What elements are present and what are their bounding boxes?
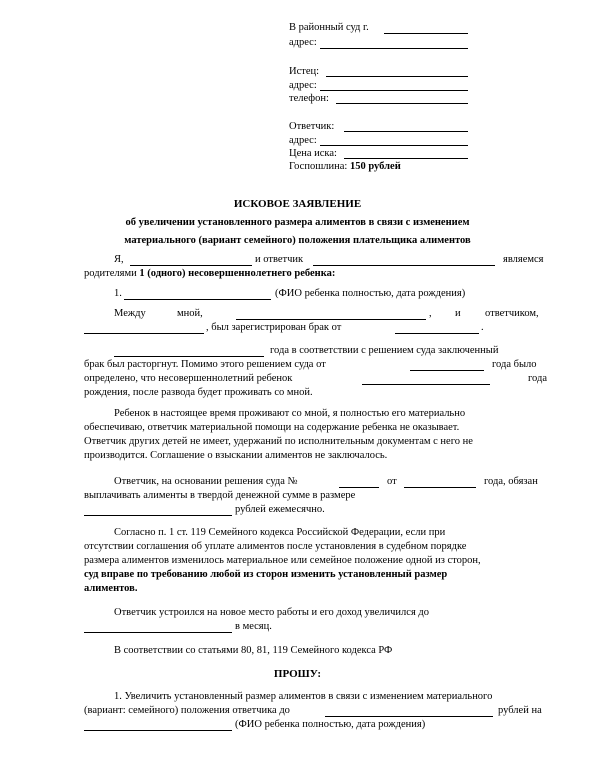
p4-line4: производится. Соглашение о взыскании алиментов не заключалось. (84, 450, 388, 461)
p2-and: и (455, 308, 461, 319)
child-item-line (124, 299, 271, 300)
court-address-label: адрес: (289, 37, 317, 48)
p5-number-line (339, 487, 379, 488)
p5-line3: рублей ежемесячно. (235, 504, 325, 515)
state-fee-value: 150 рублей (349, 161, 401, 172)
request1-line1: 1. Увеличить установленный размер алиментов в связи с изменением материального (114, 691, 493, 702)
p3-line1: года в соответствии с решением суда заключенный (270, 345, 499, 356)
p2-me: мной, (177, 308, 203, 319)
child-item-number: 1. (114, 288, 122, 299)
p3-line3a: определено, что несовершеннолетний ребенок (84, 373, 293, 384)
p2-marriage-date-line (395, 333, 479, 334)
p6-line5: алиментов. (84, 583, 138, 594)
p6-line2: отсутствии соглашения об уплате алиментов после установления в судебном порядке (84, 541, 467, 552)
request1-line2a: (вариант: семейного) положения ответчика до (84, 705, 290, 716)
court-label: В районный суд г. (289, 22, 369, 33)
p6-line1: Согласно п. 1 ст. 119 Семейного кодекса Российской Федерации, если при (114, 527, 446, 538)
p3-line4: рождения, после развода будет проживать со мной. (84, 387, 313, 398)
p1-child-count: 1 (одного) несовершеннолетнего ребенка: (139, 268, 336, 279)
document-subtitle-line2: материального (вариант семейного) положения плательщика алиментов (124, 235, 471, 246)
state-fee-label: Госпошлина: (289, 161, 348, 172)
p7-income-line (84, 632, 232, 633)
p2-between: Между (114, 308, 146, 319)
p1-line2 (84, 267, 335, 280)
defendant-line (344, 131, 468, 132)
defendant-address-line (320, 145, 468, 146)
p2-defendant-name-line (84, 333, 204, 334)
request1-child-line (84, 730, 232, 731)
p2-plaintiff-line (236, 319, 426, 320)
p5-date-line (404, 487, 476, 488)
p5-line2: выплачивать алименты в твердой денежной сумме в размере (84, 490, 356, 501)
p4-line3: Ответчик других детей не имеет, удержаний по исполнительным документам с него не (84, 436, 473, 447)
p3-line2b: года было (492, 359, 537, 370)
p3-date-line (114, 356, 264, 357)
defendant-label: Ответчик: (289, 121, 335, 132)
p8-articles: В соответствии со статьями 80, 81, 119 Семейного кодекса РФ (114, 645, 393, 656)
p5-line1a: Ответчик, на основании решения суда № (114, 476, 298, 487)
request-heading: ПРОШУ: (273, 668, 322, 680)
p5-line1c: года, обязан (484, 476, 538, 487)
p7-line1: Ответчик устроился на новое место работы и его доход увеличился до (114, 607, 429, 618)
p4-line1: Ребенок в настоящее время проживают со мной, я полностью его материально (114, 408, 466, 419)
p3-line2a: брак был расторгнут. Помимо этого решением суда от (84, 359, 326, 370)
p2-defendant: ответчиком, (485, 308, 539, 319)
phone-label: телефон: (289, 93, 329, 104)
plaintiff-address-line (320, 90, 468, 91)
plaintiff-line (326, 76, 468, 77)
document-title: ИСКОВОЕ ЗАЯВЛЕНИЕ (233, 198, 362, 210)
p3-decision-date-line (410, 370, 484, 371)
p1-ya: Я, (114, 254, 124, 265)
phone-line (336, 103, 468, 104)
p6-line3: размера алиментов изменилось материальное или семейное положение одной из сторон, (84, 555, 481, 566)
request1-amount-line (325, 716, 493, 717)
plaintiff-address-label: адрес: (289, 80, 317, 91)
p1-and-defendant: и ответчик (255, 254, 304, 265)
child-item-hint: (ФИО ребенка полностью, дата рождения) (275, 288, 466, 299)
claim-price-label: Цена иска: (289, 148, 337, 159)
defendant-address-label: адрес: (289, 135, 317, 146)
p6-line4: суд вправе по требованию любой из сторон изменить установленный размер (84, 569, 448, 580)
p1-parents: родителями (84, 268, 137, 279)
p3-line3b: года (528, 373, 547, 384)
court-city-line (384, 33, 468, 34)
p5-amount-line (84, 515, 232, 516)
request1-line2b: рублей на (498, 705, 542, 716)
p1-are: являемся (503, 254, 544, 265)
p1-plaintiff-name-line (130, 265, 252, 266)
p5-line1b: от (387, 476, 397, 487)
court-address-line (320, 48, 468, 49)
state-fee (289, 160, 401, 173)
request1-line3: (ФИО ребенка полностью, дата рождения) (235, 719, 426, 730)
plaintiff-label: Истец: (289, 66, 320, 77)
p4-line2: обеспечиваю, ответчик материальной помощи на содержание ребенка не оказывает. (84, 422, 460, 433)
p2-registered: , был зарегистрирован брак от (206, 322, 342, 333)
p2-comma: , (429, 308, 432, 319)
p3-child-line (362, 384, 490, 385)
claim-price-line (344, 158, 468, 159)
p7-line2: в месяц. (235, 621, 272, 632)
p1-defendant-name-line (313, 265, 495, 266)
document-subtitle-line1: об увеличении установленного размера алиментов в связи с изменением (125, 217, 470, 228)
p2-dot: . (481, 322, 484, 333)
